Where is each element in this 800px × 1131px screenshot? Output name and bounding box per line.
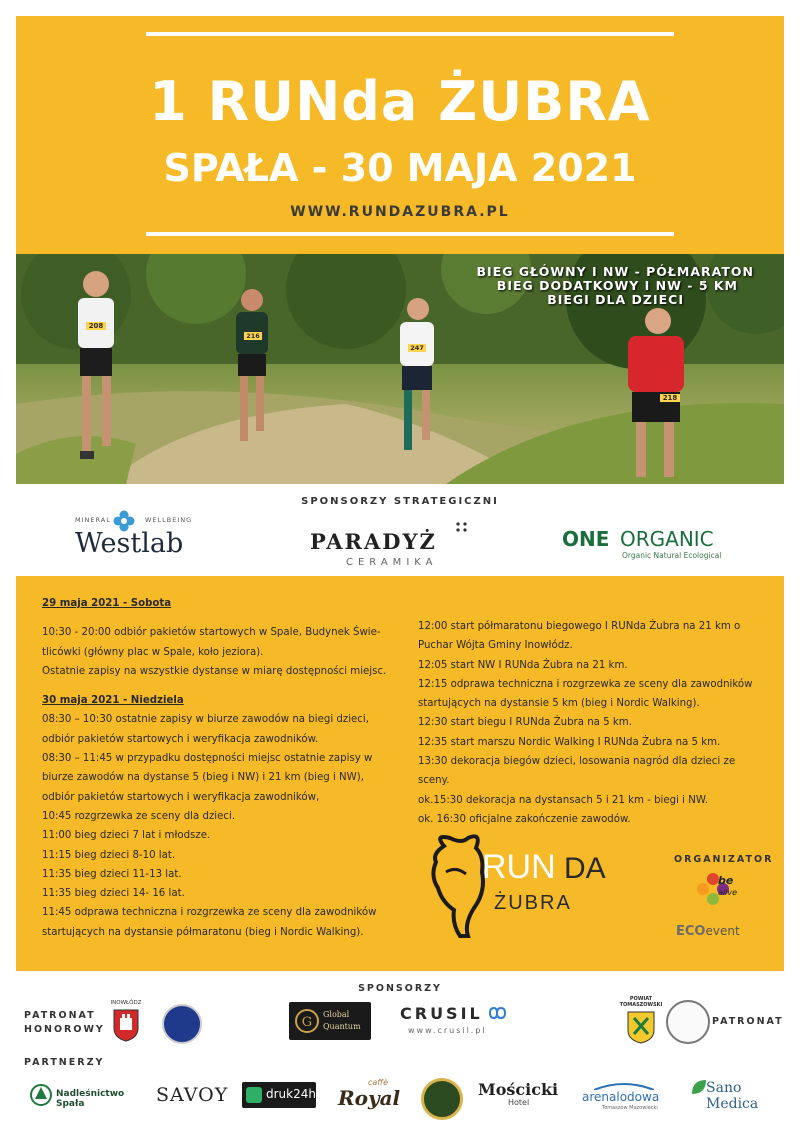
schedule-line: ok. 16:30 oficjalne zakończenie zawodów. bbox=[418, 813, 631, 825]
event-url: WWW.RUNDAZUBRA.PL bbox=[290, 204, 510, 220]
nadlesnictwo-name: Nadleśnictwo Spała bbox=[56, 1089, 125, 1109]
schedule-line: 11:45 odprawa techniczna i rozgrzewka ze sceny dla zawodników bbox=[42, 907, 377, 919]
schedule-line: ok.15:30 dekoracja na dystansach 5 i 21 km - biegi i NW. bbox=[418, 794, 708, 806]
gq-line-2: Quantum bbox=[323, 1022, 361, 1031]
caffe-royal-logo bbox=[338, 1078, 404, 1112]
arena-lodowa-logo bbox=[580, 1082, 676, 1112]
runner-3 bbox=[386, 294, 448, 474]
logo-da: DA bbox=[564, 852, 606, 885]
schedule-line: biurze zawodów na dystanse 5 (bieg i NW) i 21 km (bieg i NW), bbox=[42, 772, 364, 784]
tree-icon bbox=[30, 1083, 52, 1107]
global-quantum-logo bbox=[289, 1002, 371, 1040]
ministry-seal bbox=[162, 1004, 202, 1044]
bealive-logo bbox=[696, 872, 756, 912]
schedule-line: odbiór pakietów startowych i weryfikacja zawodników, bbox=[42, 791, 320, 803]
crest-icon bbox=[626, 1010, 656, 1044]
paradyz-name: PARADYŻ bbox=[310, 529, 437, 554]
sano-text: Sano bbox=[706, 1080, 742, 1096]
druk24h-name: druk24h bbox=[266, 1087, 316, 1101]
powiat-crest bbox=[616, 996, 666, 1046]
moscicki-logo bbox=[478, 1080, 562, 1110]
druk24h-logo bbox=[242, 1082, 316, 1108]
schedule-line: 11:35 bieg dzieci 11-13 lat. bbox=[42, 868, 182, 880]
ecoevent-logo bbox=[676, 920, 766, 940]
schedule-line: 12:05 start NW I RUNda Żubra na 21 km. bbox=[418, 659, 628, 671]
savoy-logo: SAVOY bbox=[156, 1084, 229, 1106]
westlab-mineral: MINERAL bbox=[75, 516, 111, 524]
westlab-wellbeing: WELLBEING bbox=[145, 516, 193, 524]
oneorganic-tagline: Organic Natural Ecological bbox=[622, 551, 722, 560]
event-title: 1 RUNda ŻUBRA bbox=[149, 70, 651, 133]
top-divider bbox=[146, 32, 674, 36]
runner-4 bbox=[616, 304, 696, 479]
day2-heading: 30 maja 2021 - Niedziela bbox=[42, 695, 184, 707]
arena-name: arenalodowa bbox=[582, 1090, 660, 1104]
schedule-line: 08:30 – 10:30 ostatnie zapisy w biurze zawodów na biegi dzieci, bbox=[42, 714, 369, 726]
oneorganic-organic: ORGANIC bbox=[620, 527, 714, 551]
runda-zubra-logo bbox=[424, 832, 634, 942]
schedule-line: 12:00 start półmaratonu biegowego I RUNda Żubra na 21 km o bbox=[418, 621, 741, 632]
runner-1 bbox=[66, 266, 126, 476]
inowlodz-crest bbox=[104, 1000, 148, 1044]
schedule-line: 12:15 odprawa techniczna i rozgrzewka ze sceny dla zawodników bbox=[418, 678, 753, 690]
crest-icon bbox=[112, 1008, 140, 1042]
nadlesnictwo-logo bbox=[30, 1083, 142, 1109]
infinity-icon bbox=[486, 1006, 508, 1020]
schedule-left-column bbox=[42, 594, 387, 942]
partner-emblem bbox=[421, 1078, 463, 1120]
patronat-seal bbox=[666, 1000, 710, 1044]
crusil-url: www.crusil.pl bbox=[408, 1026, 487, 1035]
gq-line-1: Global bbox=[323, 1010, 350, 1019]
patronat-line-2: HONOROWY bbox=[24, 1024, 105, 1035]
dots-icon bbox=[455, 521, 469, 533]
race-line-2: BIEG DODATKOWY I NW - 5 KM bbox=[496, 278, 738, 293]
event-subtitle: SPAŁA - 30 MAJA 2021 bbox=[163, 146, 637, 190]
patronat-honorowy-label bbox=[24, 1009, 105, 1037]
bib-number: 216 bbox=[244, 332, 262, 340]
oneorganic-one: ONE bbox=[562, 527, 610, 551]
day1-heading: 29 maja 2021 - Sobota bbox=[42, 598, 172, 609]
schedule-line: startujących na dystansie półmaratonu (bieg i Nordic Walking). bbox=[42, 926, 364, 938]
runners-photo bbox=[16, 254, 784, 484]
schedule-line: Ostatnie zapisy na wszystkie dystanse w miarę dostępności miejsc. bbox=[42, 665, 387, 677]
schedule-line: startujących na dystansie 5 km (bieg i Nordic Walking). bbox=[418, 698, 700, 710]
strategic-sponsors-heading: SPONSORZY STRATEGICZNI bbox=[301, 496, 499, 507]
powiat-label-1: POWIAT bbox=[629, 996, 653, 1002]
bealive-be: be bbox=[718, 874, 734, 887]
logo-zubra: ŻUBRA bbox=[494, 892, 572, 914]
moscicki-name: Mościcki bbox=[478, 1080, 559, 1099]
g-emblem-icon bbox=[295, 1009, 319, 1033]
paradyz-logo bbox=[310, 525, 475, 570]
sponsors-heading: SPONSORZY bbox=[358, 983, 442, 994]
bealive-alive: alive bbox=[718, 888, 738, 897]
westlab-name: Westlab bbox=[75, 528, 184, 559]
schedule-line: 08:30 – 11:45 w przypadku dostępności miejsc ostatnie zapisy w bbox=[42, 753, 373, 765]
logo-run: RUN bbox=[482, 848, 556, 886]
schedule-panel bbox=[16, 576, 784, 971]
schedule-line: 10:30 - 20:00 odbiór pakietów startowych w Spale, Budynek Świe- bbox=[42, 627, 381, 639]
medica-text: Medica bbox=[706, 1096, 759, 1112]
schedule-line: 12:30 start biegu I RUNda Żubra na 5 km. bbox=[418, 717, 632, 729]
schedule-line: 10:45 rozgrzewka ze sceny dla dzieci. bbox=[42, 810, 236, 822]
schedule-right-column bbox=[418, 617, 768, 829]
schedule-line: 11:15 bieg dzieci 8-10 lat. bbox=[42, 849, 176, 861]
header-banner bbox=[16, 16, 784, 254]
svg-text:G: G bbox=[301, 1015, 313, 1030]
arena-sub: Tomaszów Mazowiecki bbox=[602, 1105, 658, 1111]
patronat-label: PATRONAT bbox=[712, 1016, 784, 1027]
bib-number: 247 bbox=[408, 344, 426, 352]
paradyz-sub: CERAMIKA bbox=[346, 557, 438, 568]
race-line-1: BIEG GŁÓWNY I NW - PÓŁMARATON bbox=[476, 264, 754, 279]
event-text: event bbox=[705, 924, 740, 938]
schedule-line: 13:30 dekoracja biegów dzieci, losowania nagród dla dzieci ze sceny. bbox=[418, 756, 736, 787]
westlab-logo bbox=[75, 510, 200, 560]
schedule-line: 11:35 bieg dzieci 14- 16 lat. bbox=[42, 888, 185, 900]
powiat-label-2: TOMASZOWSKI bbox=[619, 1002, 663, 1008]
druk-square-icon bbox=[246, 1087, 262, 1103]
schedule-line: 11:00 bieg dzieci 7 lat i młodsze. bbox=[42, 830, 211, 842]
crusil-name: CRUSIL bbox=[400, 1004, 483, 1023]
bottom-divider bbox=[146, 232, 674, 236]
schedule-line: 12:35 start marszu Nordic Walking I RUNda Żubra na 5 km. bbox=[418, 736, 721, 748]
crusil-logo bbox=[400, 1004, 510, 1040]
schedule-line: tlicówki (główny plac w Spale, koło jeziora). bbox=[42, 646, 264, 658]
schedule-line: odbiór pakietów startowych i weryfikacja zawodników. bbox=[42, 733, 319, 745]
royal-text: Royal bbox=[338, 1086, 401, 1110]
oneorganic-logo bbox=[562, 527, 732, 567]
sano-medica-logo bbox=[690, 1078, 774, 1114]
roof-icon bbox=[594, 1082, 654, 1090]
partners-heading: PARTNERZY bbox=[24, 1057, 105, 1068]
patronat-line-1: PATRONAT bbox=[24, 1010, 96, 1021]
moscicki-sub: Hotel bbox=[508, 1098, 530, 1107]
caffe-text: caffè bbox=[368, 1078, 388, 1087]
organizer-heading: ORGANIZATOR bbox=[674, 854, 774, 865]
bib-number: 218 bbox=[660, 394, 680, 402]
eco-text: ECO bbox=[676, 924, 706, 939]
schedule-line: Puchar Wójta Gminy Inowłódz. bbox=[418, 640, 573, 652]
race-line-3: BIEGI DLA DZIECI bbox=[547, 292, 684, 307]
inowlodz-label: INOWŁÓDZ bbox=[110, 1000, 142, 1006]
bib-number: 208 bbox=[86, 322, 106, 330]
runner-2 bbox=[226, 284, 278, 474]
